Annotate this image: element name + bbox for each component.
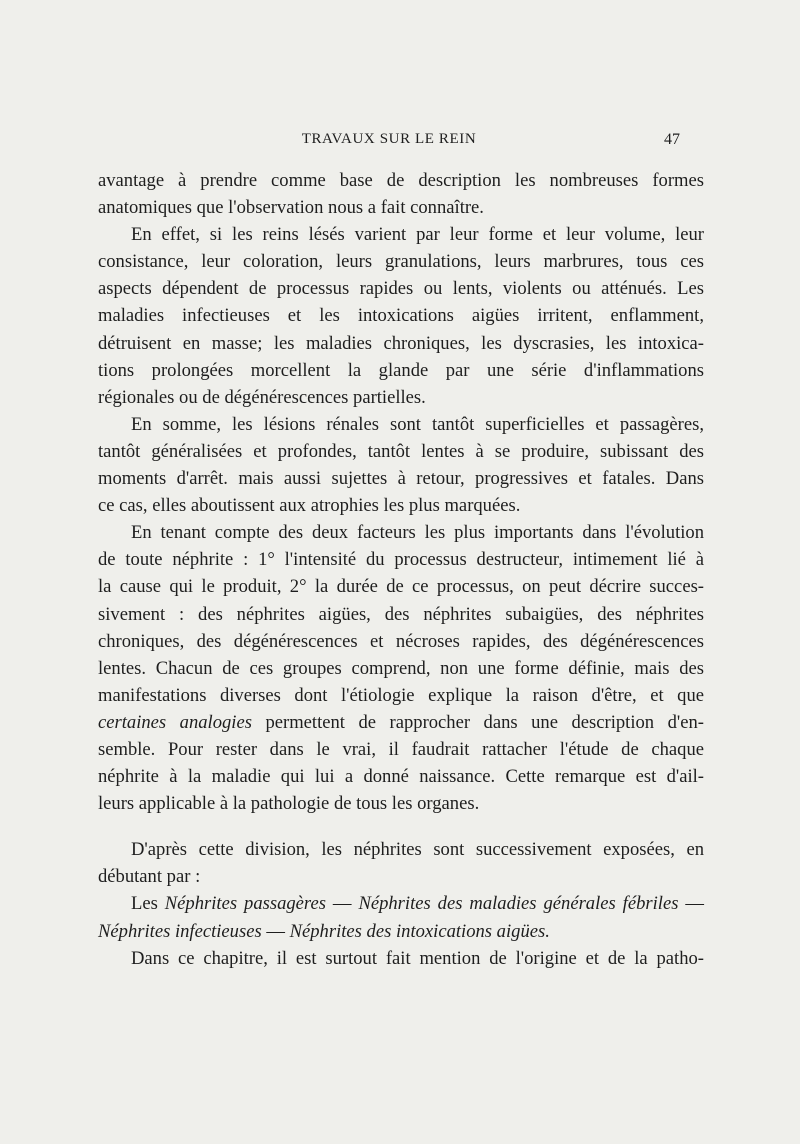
page-number: 47 bbox=[664, 131, 680, 148]
paragraph bbox=[98, 519, 704, 817]
text-line: manifestations diverses dont l'étiologie explique la raison d'être, et que bbox=[98, 684, 704, 706]
text-line: Dans ce chapitre, il est surtout fait mention de l'origine et de la patho- bbox=[131, 947, 704, 969]
text-line: tions prolongées morcellent la glande par une série d'inflammations bbox=[98, 359, 704, 381]
text-line: En tenant compte des deux facteurs les plus importants dans l'évolution bbox=[131, 522, 704, 544]
text-line: consistance, leur coloration, leurs granulations, leurs marbrures, tous ces bbox=[98, 251, 704, 273]
page-header bbox=[98, 131, 680, 157]
text-line: aspects dépendent de processus rapides ou lents, violents ou atténués. Les bbox=[98, 278, 704, 300]
text-fragment: Les bbox=[131, 893, 165, 915]
text-line: détruisent en masse; les maladies chroniques, les dyscrasies, les intoxica- bbox=[98, 332, 704, 354]
text-line: de toute néphrite : 1° l'intensité du processus destructeur, intimement lié à bbox=[98, 549, 704, 571]
paragraph bbox=[98, 411, 704, 519]
text-line: régionales ou de dégénérescences partielles. bbox=[98, 386, 426, 408]
text-line bbox=[98, 890, 704, 917]
text-line: sivement : des néphrites aigües, des néphrites subaigües, des néphrites bbox=[98, 603, 704, 625]
text-line bbox=[98, 709, 704, 736]
paragraph-gap bbox=[98, 817, 704, 836]
paragraph bbox=[98, 945, 704, 972]
italic-phrase: Néphrites des intoxications aigües. bbox=[289, 920, 550, 942]
text-line: semble. Pour rester dans le vrai, il faudrait rattacher l'étude de chaque bbox=[98, 738, 704, 760]
paragraph bbox=[98, 221, 704, 411]
text-line: lentes. Chacun de ces groupes comprend, non une forme définie, mais des bbox=[98, 657, 704, 679]
text-line: débutant par : bbox=[98, 866, 201, 888]
italic-phrase: Néphrites des maladies générales fébriles bbox=[358, 893, 679, 915]
text-line: moments d'arrêt. mais aussi sujettes à retour, progressives et fatales. Dans bbox=[98, 468, 704, 490]
italic-phrase: certaines analogies bbox=[98, 711, 252, 733]
text-line: D'après cette division, les néphrites sont successivement exposées, en bbox=[131, 839, 704, 861]
text-fragment: — bbox=[678, 893, 704, 915]
paragraph bbox=[98, 167, 704, 221]
text-line bbox=[98, 918, 704, 945]
text-line: avantage à prendre comme base de description les nombreuses formes bbox=[98, 170, 704, 191]
body-text bbox=[98, 167, 704, 972]
text-line: leurs applicable à la pathologie de tous les organes. bbox=[98, 793, 480, 815]
running-title: TRAVAUX SUR LE REIN bbox=[301, 131, 477, 147]
text-line: la cause qui le produit, 2° la durée de ce processus, on peut décrire succes- bbox=[98, 576, 704, 598]
italic-phrase: Néphrites infectieuses bbox=[98, 920, 262, 942]
text-line: anatomiques que l'observation nous a fait connaître. bbox=[98, 197, 484, 219]
text-line: En effet, si les reins lésés varient par leur forme et leur volume, leur bbox=[131, 224, 704, 246]
text-line: ce cas, elles aboutissent aux atrophies les plus marquées. bbox=[98, 495, 521, 517]
text-fragment: — bbox=[325, 893, 359, 915]
text-line: tantôt généralisées et profondes, tantôt lentes à se produire, subissant des bbox=[98, 440, 704, 462]
text-line: En somme, les lésions rénales sont tantôt superficielles et passagères, bbox=[131, 413, 704, 435]
paragraph bbox=[98, 836, 704, 890]
text-fragment: permettent de rapprocher dans une description d'en- bbox=[251, 711, 704, 733]
text-line: chroniques, des dégénérescences et nécroses rapides, des dégénérescences bbox=[98, 630, 704, 652]
text-line: néphrite à la maladie qui lui a donné naissance. Cette remarque est d'ail- bbox=[98, 766, 704, 788]
text-fragment: — bbox=[261, 920, 290, 942]
paragraph bbox=[98, 890, 704, 944]
text-line: maladies infectieuses et les intoxications aigües irritent, enflamment, bbox=[98, 305, 704, 327]
italic-phrase: Néphrites passagères bbox=[164, 893, 326, 915]
